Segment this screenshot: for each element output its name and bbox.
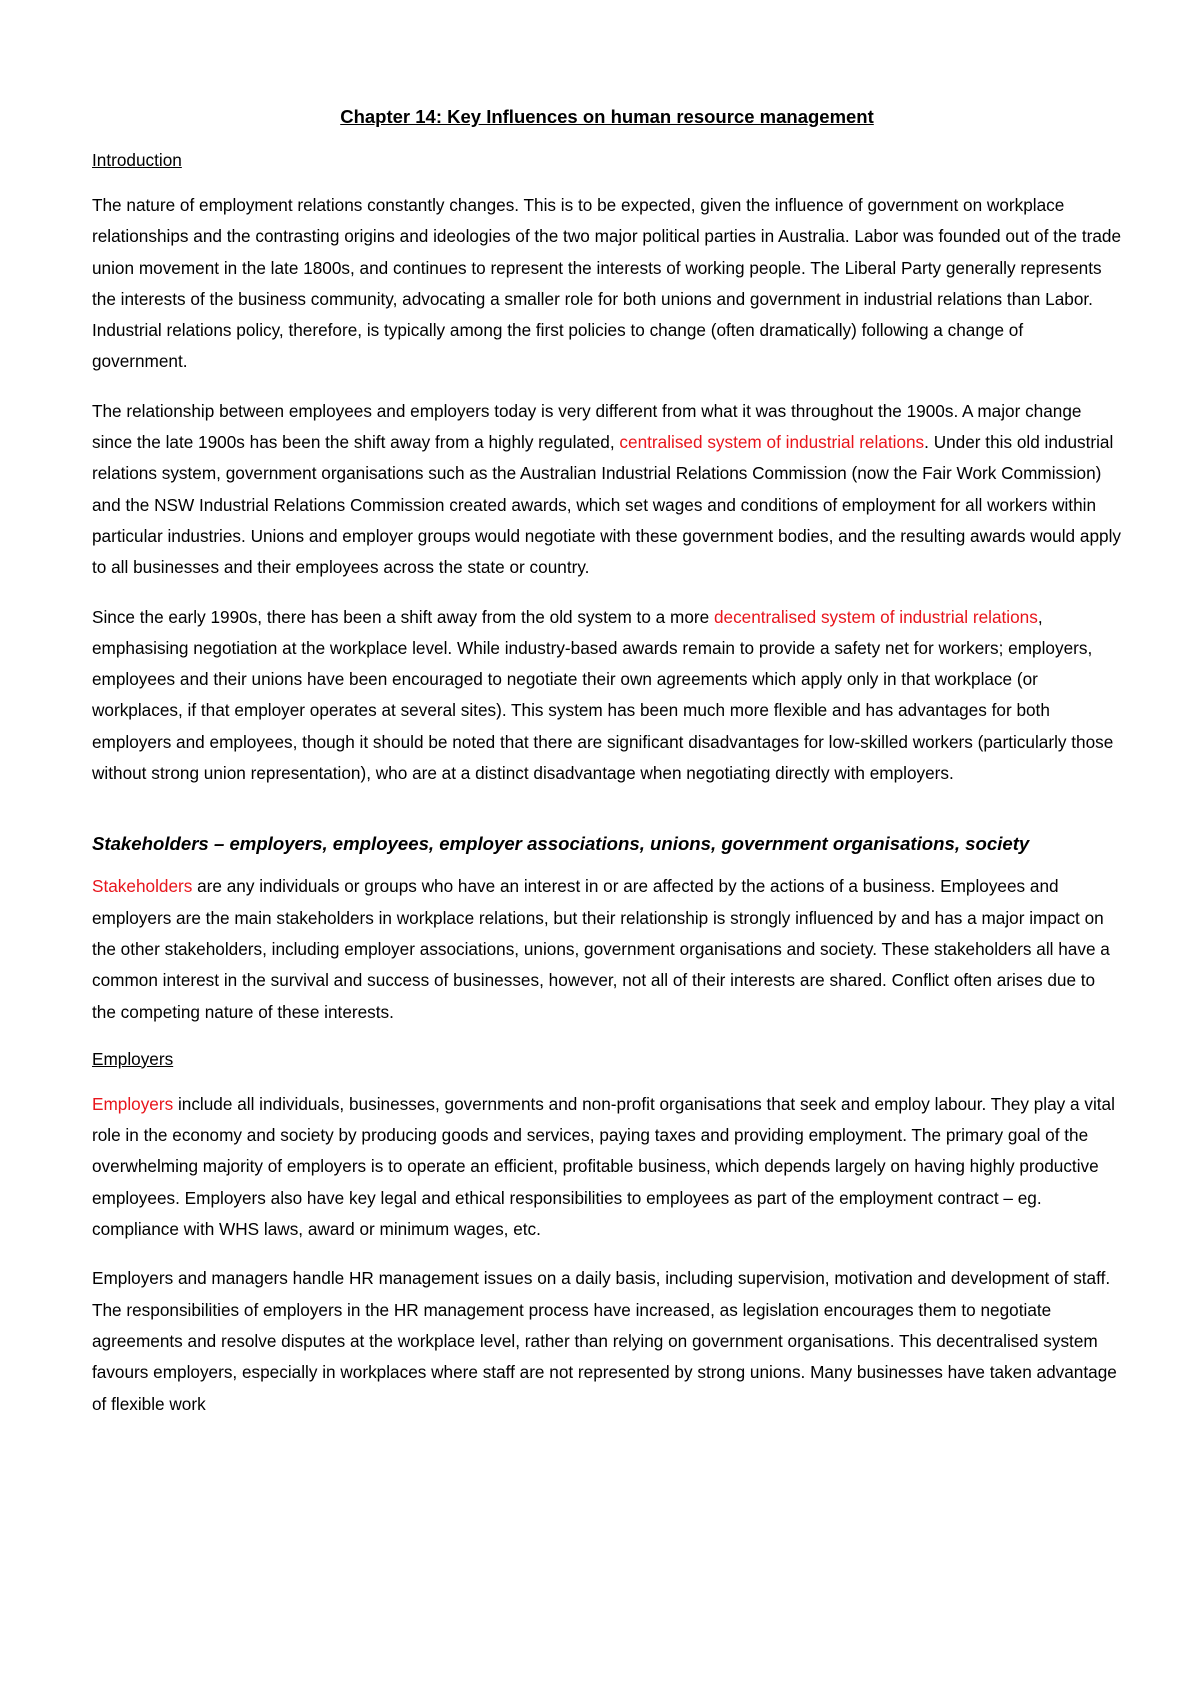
decentralised-system-term: decentralised system of industrial relations bbox=[713, 606, 1038, 627]
employers-paragraph-1 bbox=[92, 1089, 1122, 1245]
employers-heading: Employers bbox=[92, 1048, 174, 1069]
intro-paragraph-1: The nature of employment relations constantly changes. This is to be expected, given the influence of government on workplace relationships and the contrasting origins and ideologies of the two major political parties in Australia. Labor was founded out of the trade union movement in the late 1800s, and continues to represent the interests of working people. The Liberal Party generally represents the interests of the business community, advocating a smaller role for both unions and government in industrial relations than Labor. Industrial relations policy, therefore, is typically among the first policies to change (often dramatically) following a change of government. bbox=[92, 195, 1122, 372]
intro-paragraph-2 bbox=[92, 396, 1122, 584]
intro-paragraph-2-text-b: . Under this old industrial relations system, government organisations such as the Australian Industrial Relations Commission (now the Fair Work Commission) and the NSW Industrial Relations Commission created awards, which set wages and conditions of employment for all workers within particular industries. Unions and employer groups would negotiate with these government bodies, and the resulting awards would apply to all businesses and their employees across the state or country. bbox=[92, 432, 1121, 578]
stakeholders-term: Stakeholders bbox=[92, 876, 193, 897]
intro-paragraph-3-text-b: , emphasising negotiation at the workplace level. While industry-based awards remain to provide a safety net for workers; employers, employees and their unions have been encouraged to negotiate their own agreements which apply only in that workplace (or workplaces, if that employer operates at several sites). This system has been much more flexible and has advantages for both employers and employees, though it should be noted that there are significant disadvantages for low-skilled workers (particularly those without strong union representation), who are at a distinct disadvantage when negotiating directly with employers. bbox=[92, 606, 1114, 784]
employers-paragraph-1-text: include all individuals, businesses, governments and non-profit organisations that seek and employ labour. They play a vital role in the economy and society by producing goods and services, paying taxes and providing employment. The primary goal of the overwhelming majority of employers is to operate an efficient, profitable business, which depends largely on having highly productive employees. Employers also have key legal and ethical responsibilities to employees as part of the employment contract – eg. compliance with WHS laws, award or minimum wages, etc. bbox=[92, 1093, 1115, 1240]
stakeholders-heading: Stakeholders – employers, employees, employer associations, unions, government organisations, society bbox=[92, 833, 1030, 855]
page-title: Chapter 14: Key Influences on human resource management bbox=[340, 106, 874, 127]
intro-paragraph-3 bbox=[92, 602, 1122, 790]
employers-paragraph-2: Employers and managers handle HR management issues on a daily basis, including supervision, motivation and development of staff. The responsibilities of employers in the HR management process have increased, as legislation encourages them to negotiate agreements and resolve disputes at the workplace level, rather than relying on government organisations. This decentralised system favours employers, especially in workplaces where staff are not represented by strong unions. Many businesses have taken advantage of flexible work bbox=[92, 1268, 1117, 1414]
stakeholders-paragraph-text: are any individuals or groups who have an interest in or are affected by the actions of a business. Employees and employers are the main stakeholders in workplace relations, but their relationship is strongly influenced by and has a major impact on the other stakeholders, including employer associations, unions, government organisations and society. These stakeholders all have a common interest in the survival and success of businesses, however, not all of their interests are shared. Conflict often arises due to the competing nature of these interests. bbox=[92, 876, 1110, 1022]
introduction-heading: Introduction bbox=[92, 150, 182, 170]
employers-term: Employers bbox=[92, 1093, 174, 1114]
centralised-system-term: centralised system of industrial relations bbox=[619, 432, 925, 453]
intro-paragraph-2-text-a: The relationship between employees and employers today is very different from what it was throughout the 1900s. A major change since the late 1900s has been the shift away from a highly regulated, bbox=[92, 400, 1082, 453]
intro-paragraph-3-text-a: Since the early 1990s, there has been a shift away from the old system to a more bbox=[92, 606, 714, 627]
document-page bbox=[92, 104, 1122, 1438]
stakeholders-paragraph bbox=[92, 871, 1122, 1027]
